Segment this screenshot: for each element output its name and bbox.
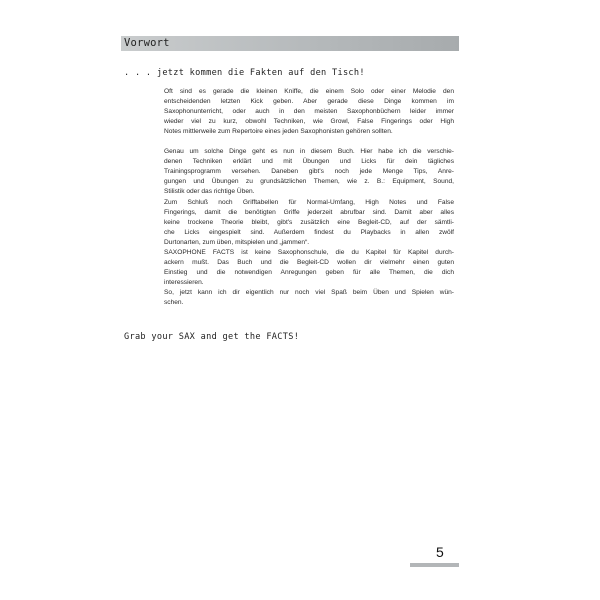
text-line: Durtonarten, zum üben, mitspielen und „jammen“. <box>164 238 310 246</box>
text-line: Zum Schluß noch Grifftabellen für Normal-Umfang, High Notes und False <box>164 198 454 206</box>
text-line: Oft sind es gerade die kleinen Kniffe, die einem Solo oder einer Melodie den <box>164 88 454 95</box>
text-line: schen. <box>164 298 184 306</box>
paragraph-gap <box>164 137 454 147</box>
chapter-title: Vorwort <box>124 37 170 49</box>
text-line: Notes mittlerweile zum Repertoire eines jeden Saxophonisten gehören sollten. <box>164 128 393 136</box>
text-line: Trainingsprogramm versehen. Daneben gibt's noch jede Menge Tips, Anre- <box>164 168 454 176</box>
page-number: 5 <box>436 544 444 560</box>
text-line: ackern mußt. Das Buch und die Begleit-CD wollen dir vielmehr einen guten <box>164 258 454 266</box>
text-line: gungen und Übungen zu grundsätzlichen Themen, wie z. B.: Equipment, Sound, <box>164 178 454 186</box>
text-line: wieder viel zu kurz, obwohl Techniken, wie Growl, False Fingerings oder High <box>164 118 454 126</box>
header-bar <box>121 36 459 51</box>
text-line: che Licks eingespielt sind. Außerdem findest du Playbacks in allen zwölf <box>164 228 454 236</box>
text-line: Saxophonunterricht, oder auch in den meisten Saxophonbüchern leider immer <box>164 108 454 116</box>
text-line: So, jetzt kann ich dir eigentlich nur noch viel Spaß beim Üben und Spielen wün- <box>164 288 454 296</box>
text-line: interessieren. <box>164 278 204 286</box>
text-line: Stilistik oder das richtige Üben. <box>164 188 255 196</box>
text-line: keine trockene Theorie bleibt, gibt's zusätzlich eine Begleit-CD, auf der sämtli- <box>164 218 454 226</box>
text-line: Einstieg und die notwendigen Anregungen geben für alle Themen, die dich <box>164 268 454 276</box>
intro-line: . . . jetzt kommen die Fakten auf den Tisch! <box>124 68 365 78</box>
footer-bar <box>410 563 459 567</box>
text-line: Fingerings, damit die benötigten Griffe jederzeit abrufbar sind. Damit aber alles <box>164 208 454 216</box>
text-line: entscheidenden letzten Kick geben. Aber gerade diese Dinge kommen im <box>164 98 454 106</box>
text-line: SAXOPHONE FACTS ist keine Saxophonschule, die du Kapitel für Kapitel durch- <box>164 248 454 256</box>
closing-line: Grab your SAX and get the FACTS! <box>124 332 300 342</box>
text-line: denen Techniken erklärt und mit Übungen und Licks für dein tägliches <box>164 158 454 166</box>
body-text <box>164 87 454 308</box>
text-line: Genau um solche Dinge geht es nun in diesem Buch. Hier habe ich die verschie- <box>164 148 454 156</box>
